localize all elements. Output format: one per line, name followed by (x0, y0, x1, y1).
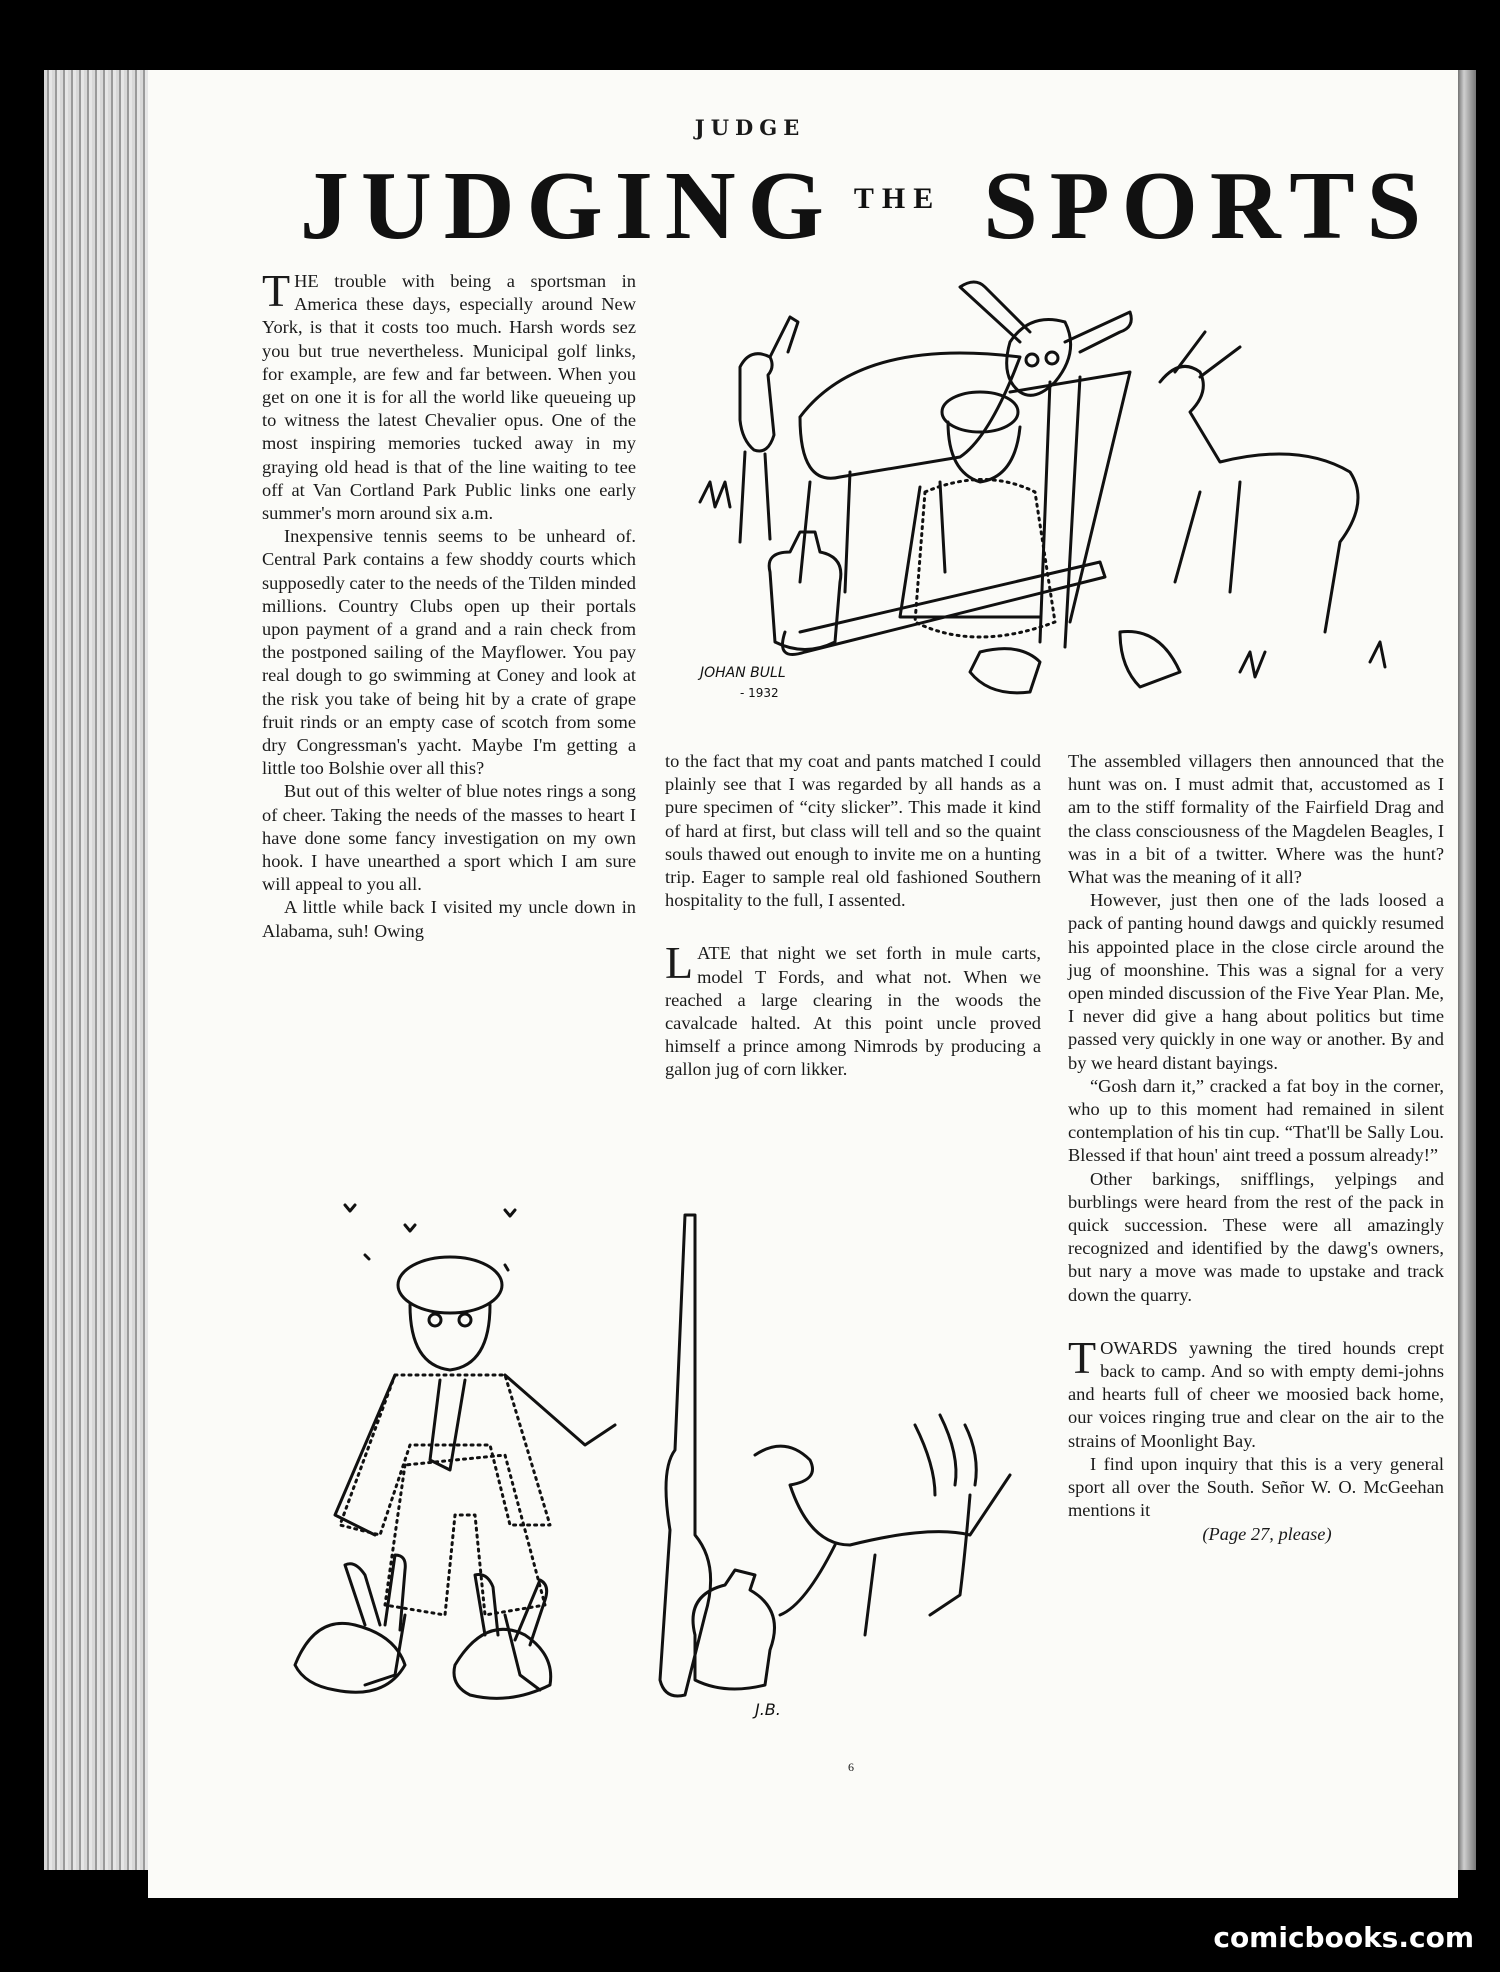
paragraph: to the fact that my coat and pants matched I could plainly see that I was regarded by all hands as a pure specimen of “city slicker”. This made it kind of hard at first, but class will tell and so the quaint souls thawed out enough to invite me on a hunting trip. Eager to sample real old fashioned Southern hospitality to the full, I assented. (665, 751, 1041, 911)
paragraph: “Gosh darn it,” cracked a fat boy in the corner, who up to this moment had remained in silent contemplation of his tin cup. “That'll be Sally Lou. Blessed if that houn' aint treed a possum already!” (1068, 1075, 1444, 1166)
headline-word-the: THE (853, 182, 942, 215)
headline-word-sports: SPORTS (983, 152, 1434, 260)
paragraph: But out of this welter of blue notes rings a song of cheer. Taking the needs of the masses to heart I have done some fancy investigation on my own hook. I have unearthed a sport which I am sure will appeal to you all. (262, 781, 636, 895)
book-page-edges (44, 70, 164, 1870)
article-headline (300, 150, 1434, 260)
drop-cap: T (1068, 1331, 1097, 1383)
drop-cap: L (665, 937, 694, 989)
paragraph: I find upon inquiry that this is a very general sport all over the South. Señor W. O. McGeehan mentions it (1068, 1453, 1444, 1521)
illustration-hunter-with-deer (680, 272, 1440, 732)
paragraph: A little while back I visited my uncle down in Alabama, suh! Owing (262, 897, 636, 941)
illustration-signature: J.B. (755, 1700, 781, 1719)
paragraph: However, just then one of the lads loosed a pack of panting hound dawgs and quickly resumed his appointed place in the close circle around the jug of moonshine. This was a signal for a very open minded discussion of the Five Year Plan. Me, I never did give a hang about politics but time passed very quickly in one way or another. By and by we heard distant bayings. (1068, 890, 1444, 1073)
paragraph: The assembled villagers then announced that the hunt was on. I must admit that, accustomed as I am to the stiff formality of the Fairfield Drag and the class consciousness of the Magdelen Beagles, I was in a bit of a twitter. Where was the hunt? What was the meaning of it all? (1068, 751, 1444, 888)
site-watermark: comicbooks.com (1213, 1921, 1474, 1954)
illustration-hunter-with-rabbits-and-dog (275, 1195, 1055, 1745)
illustration-hunter-svg (275, 1195, 1055, 1745)
article-column-3 (1068, 750, 1444, 1546)
illustration-deer-svg (680, 272, 1440, 732)
article-column-2 (665, 750, 1041, 1082)
paragraph: THE trouble with being a sportsman in America these days, especially around New York, is that it costs too much. Harsh words sez you but true nevertheless. Municipal golf links, for example, are few and far between. When you get on one it is for all the world like queueing up to witness the latest Chevalier opus. One of the most inspiring memories tucked away in my graying old head is that of the line waiting to tee off at Van Cortland Park Public links one early summer's morn around six a.m. (262, 265, 636, 524)
page-number: 6 (848, 1760, 854, 1774)
continued-note: (Page 27, please) (1202, 1523, 1332, 1544)
magazine-title: JUDGE (694, 115, 806, 140)
illustration-signature-date: - 1932 (740, 686, 779, 700)
article-column-1 (262, 265, 636, 943)
paragraph: LATE that night we set forth in mule carts, model T Fords, and what not. When we reached a large clearing in the woods the cavalcade halted. At this point uncle proved himself a prince among Nimrods by producing a gallon jug of corn likker. (665, 937, 1041, 1080)
paragraph: TOWARDS yawning the tired hounds crept back to camp. And so with empty demi-johns and hearts full of cheer we moosied back home, our voices ringing true and clear on the air to the strains of Moonlight Bay. (1068, 1331, 1444, 1451)
paragraph: Inexpensive tennis seems to be unheard of. Central Park contains a few shoddy courts which supposedly cater to the needs of the Tilden minded millions. Country Clubs open up their portals upon payment of a grand and a rain check from the postponed sailing of the Mayflower. You pay real dough to go swimming at Coney and look at the risk you take of being hit by a crate of grape fruit rinds or an empty case of scotch from some dry Congressman's yacht. Maybe I'm getting a little too Bolshie over all this? (262, 526, 636, 779)
book-right-edge (1456, 70, 1476, 1870)
headline-word-judging: JUDGING (300, 152, 836, 260)
paragraph: Other barkings, snifflings, yelpings and burblings were heard from the rest of the pack in quick succession. These were all amazingly recognized and identified by the dawg's owners, but nary a move was made to upstake and track down the quarry. (1068, 1168, 1444, 1305)
illustration-signature: JOHAN BULL (700, 665, 786, 681)
drop-cap: T (262, 265, 291, 316)
